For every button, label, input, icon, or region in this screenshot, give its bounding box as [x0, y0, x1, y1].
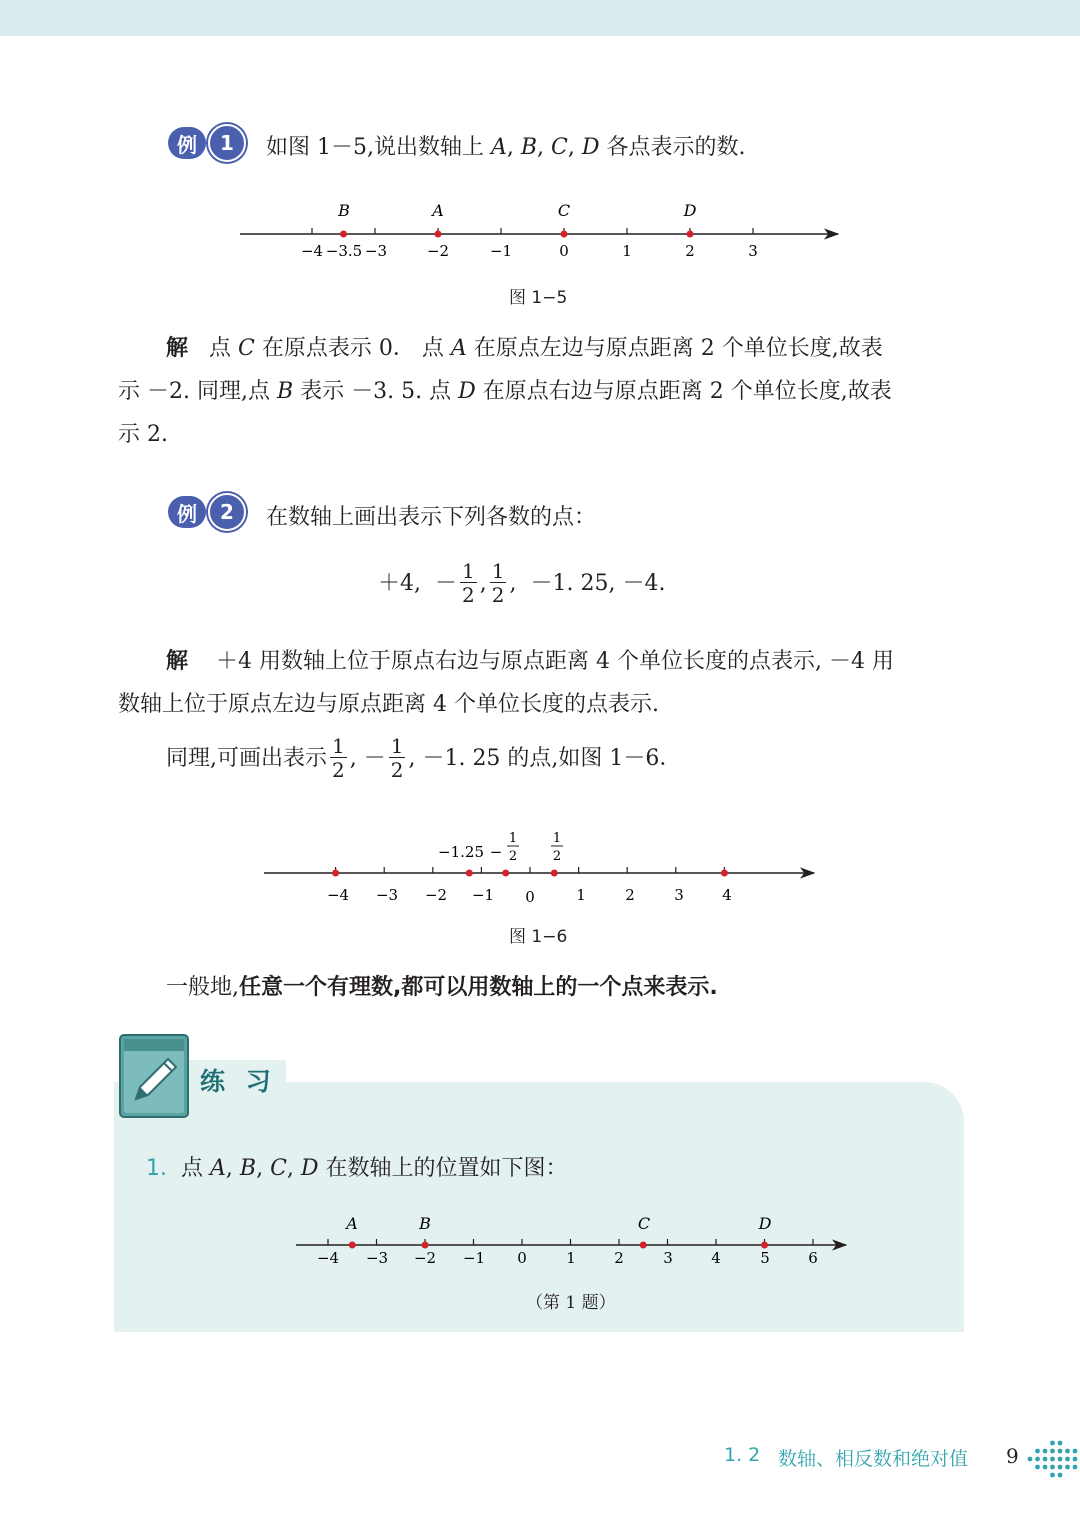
question-text: , — [256, 1156, 271, 1181]
decor-dot — [1050, 1457, 1055, 1462]
point — [551, 870, 558, 877]
dot-pattern-icon — [1026, 1438, 1080, 1480]
tick-label: 5 — [760, 1249, 770, 1267]
decor-dot — [1073, 1449, 1078, 1454]
decor-dot — [1043, 1457, 1048, 1462]
tick-label: 6 — [808, 1249, 818, 1267]
prompt-text: , — [537, 135, 552, 160]
denominator: 2 — [462, 583, 475, 607]
point-c — [640, 1242, 647, 1249]
point-name: C — [551, 135, 568, 160]
decor-dot — [1065, 1449, 1070, 1454]
tick-label: −1 — [489, 242, 513, 260]
practice-title: 练 习 — [200, 1067, 277, 1096]
tick-label: 2 — [614, 1249, 624, 1267]
point-name: C — [238, 336, 255, 361]
solution-text: 示 －2. 同理,点 — [118, 379, 277, 404]
example-2-prompt: 在数轴上画出表示下列各数的点： — [266, 505, 597, 530]
decor-dot — [1058, 1449, 1063, 1454]
point-label-d: D — [683, 201, 697, 220]
solution-text: , － — [349, 745, 386, 771]
decor-dot — [1050, 1441, 1055, 1446]
tick-label: 0 — [559, 242, 569, 260]
point-label-b: B — [338, 201, 350, 220]
solution-text: , －1. 25 的点,如图 1－6． — [408, 745, 682, 771]
point-b — [340, 231, 347, 238]
question-text: 在数轴上的位置如下图： — [318, 1156, 568, 1181]
example-1-prompt — [266, 126, 746, 169]
prompt-text: , — [567, 135, 582, 160]
solution-text: 在原点左边与原点距离 2 个单位长度,故表 — [466, 336, 883, 361]
point-name: B — [239, 1156, 257, 1181]
number-line-practice-1 — [290, 1212, 860, 1272]
point-name: A — [490, 135, 507, 160]
denominator: 2 — [491, 583, 505, 607]
point-name: A — [210, 1156, 226, 1181]
tick-label: 1 — [622, 242, 632, 260]
point — [466, 870, 473, 877]
tick-label: −3 — [364, 242, 388, 260]
tick-label: −2 — [424, 886, 448, 904]
point-c — [561, 231, 568, 238]
point-label-c: C — [637, 1214, 651, 1233]
numerator: 1 — [462, 559, 475, 583]
solution-text: ＋4 用数轴上位于原点右边与原点距离 4 个单位长度的点表示, －4 用 — [216, 649, 894, 674]
tick-label: 0 — [525, 888, 535, 906]
question-text: , — [286, 1156, 301, 1181]
general-statement — [166, 966, 718, 1009]
question-text: , — [225, 1156, 240, 1181]
example-badge-label: 例 — [168, 127, 206, 159]
solution-text: 同理,可画出表示 — [166, 745, 327, 771]
point-label-neg-sign: − — [489, 843, 503, 861]
tick-label: −3 — [375, 886, 399, 904]
example-2-solution-line-2: 数轴上位于原点左边与原点距离 4 个单位长度的点表示. — [118, 692, 659, 717]
decor-dot — [1065, 1457, 1070, 1462]
prompt-text: 各点表示的数. — [599, 135, 746, 160]
point-a — [435, 231, 442, 238]
minus-sign: － — [435, 570, 458, 596]
statement-prefix: 一般地, — [166, 975, 239, 1000]
tick-label: −4 — [326, 886, 350, 904]
example-1-badge — [168, 124, 246, 162]
tick-label: 1 — [566, 1249, 576, 1267]
fraction-neg-half — [460, 560, 477, 607]
decor-dot — [1043, 1465, 1048, 1470]
example-badge-number: 2 — [208, 493, 246, 531]
solution-text: 在原点表示 0． 点 — [254, 336, 451, 361]
number-line-figure-1-5 — [230, 192, 850, 272]
tick-label: −2 — [426, 242, 450, 260]
point — [721, 870, 728, 877]
decor-dot — [1035, 1449, 1040, 1454]
denominator: 2 — [332, 758, 345, 782]
example-1-solution-line-1 — [166, 327, 883, 370]
tick-label: 4 — [711, 1249, 721, 1267]
solution-text: 在原点右边与原点距离 2 个单位长度,故表 — [475, 379, 892, 404]
decor-dot — [1050, 1449, 1055, 1454]
example-badge-number: 1 — [208, 124, 246, 162]
decor-dot — [1050, 1465, 1055, 1470]
point-name: D — [581, 135, 600, 160]
decor-dot — [1028, 1457, 1033, 1462]
point-label-denominator: 2 — [508, 849, 518, 864]
example-badge-label: 例 — [168, 496, 206, 528]
point-label-neg-1-25: −1.25 — [438, 843, 484, 861]
fraction-neg-half — [389, 735, 406, 782]
point-name: D — [458, 379, 476, 404]
point-d — [687, 231, 694, 238]
decor-dot — [1050, 1473, 1055, 1478]
tick-label: 3 — [663, 1249, 673, 1267]
point-name: B — [520, 135, 538, 160]
solution-label: 解 — [166, 649, 189, 674]
point-label-b: B — [419, 1214, 431, 1233]
practice-question-1 — [146, 1147, 568, 1190]
tick-label: −3.5 — [325, 242, 363, 260]
tick-label: 3 — [748, 242, 758, 260]
decor-dot — [1065, 1465, 1070, 1470]
decor-dot — [1058, 1441, 1063, 1446]
prompt-text: 如图 1－5,说出数轴上 — [266, 135, 491, 160]
denominator: 2 — [390, 758, 404, 782]
example-2-number-list — [378, 560, 665, 607]
footer-section-title: 数轴、相反数和绝对值 — [778, 1448, 969, 1470]
comma: , — [509, 570, 517, 596]
point-label-a: A — [432, 201, 444, 220]
example-2-solution-line-3 — [166, 735, 681, 782]
axis-ticks — [336, 867, 725, 873]
practice-figure-caption: （第 1 题） — [526, 1293, 616, 1313]
point — [332, 870, 339, 877]
numerator: 1 — [332, 734, 345, 758]
decor-dot — [1058, 1473, 1063, 1478]
solution-label: 解 — [166, 336, 189, 361]
tick-label: −4 — [300, 242, 324, 260]
tick-label: 3 — [674, 886, 684, 904]
point-name: B — [276, 379, 294, 404]
tick-label: −3 — [365, 1249, 389, 1267]
question-number: 1. — [146, 1156, 167, 1181]
number-item: ＋4, — [378, 570, 421, 596]
decor-dot — [1058, 1465, 1063, 1470]
decor-dot — [1073, 1465, 1078, 1470]
example-1-solution-line-2 — [118, 370, 892, 413]
tick-label: −2 — [413, 1249, 437, 1267]
pencil-notebook-icon — [118, 1033, 190, 1119]
point-label-numerator: 1 — [552, 831, 562, 846]
tick-label: 1 — [576, 886, 586, 904]
point-name: C — [270, 1156, 287, 1181]
number-item: －1. 25, －4. — [530, 570, 666, 596]
point-label-d: D — [758, 1214, 772, 1233]
fraction-half — [330, 735, 347, 782]
figure-caption-1-6: 图 1−6 — [509, 927, 568, 947]
decor-dot — [1035, 1457, 1040, 1462]
decor-dot — [1073, 1457, 1078, 1462]
point-label-c: C — [557, 201, 571, 220]
solution-text: 表示 －3. 5. 点 — [293, 379, 459, 404]
tick-label: 0 — [517, 1249, 527, 1267]
numerator: 1 — [491, 559, 505, 583]
footer-section-number: 1. 2 — [724, 1444, 761, 1466]
tick-label: −1 — [471, 886, 495, 904]
page-number: 9 — [1006, 1444, 1019, 1468]
tick-label: −4 — [316, 1249, 340, 1267]
point-a — [349, 1242, 356, 1249]
decor-dot — [1058, 1457, 1063, 1462]
point-b — [422, 1242, 429, 1249]
point-label-numerator: 1 — [508, 831, 518, 846]
numerator: 1 — [390, 734, 404, 758]
top-band — [0, 0, 1080, 36]
example-2-badge — [168, 493, 246, 531]
tick-label: 4 — [722, 886, 732, 904]
point-d — [761, 1242, 768, 1249]
tick-label: −1 — [462, 1249, 486, 1267]
decor-dot — [1035, 1465, 1040, 1470]
solution-text: 点 — [209, 336, 238, 361]
question-text: 点 — [181, 1156, 210, 1181]
fraction-half — [490, 560, 507, 607]
tick-label: 2 — [685, 242, 695, 260]
example-2-solution-line-1 — [166, 640, 894, 683]
comma: , — [479, 570, 487, 596]
point — [502, 870, 509, 877]
figure-caption-1-5: 图 1−5 — [509, 288, 568, 308]
point-name: D — [300, 1156, 319, 1181]
axis-ticks — [328, 1239, 813, 1245]
point-name: A — [450, 336, 467, 361]
point-label-a: A — [346, 1214, 358, 1233]
point-label-denominator: 2 — [552, 849, 562, 864]
number-line-figure-1-6 — [254, 826, 824, 908]
example-1-solution-line-3: 示 2. — [118, 422, 168, 447]
prompt-text: , — [506, 135, 521, 160]
tick-label: 2 — [625, 886, 635, 904]
statement-bold: 任意一个有理数,都可以用数轴上的一个点来表示. — [239, 975, 718, 1000]
decor-dot — [1043, 1449, 1048, 1454]
